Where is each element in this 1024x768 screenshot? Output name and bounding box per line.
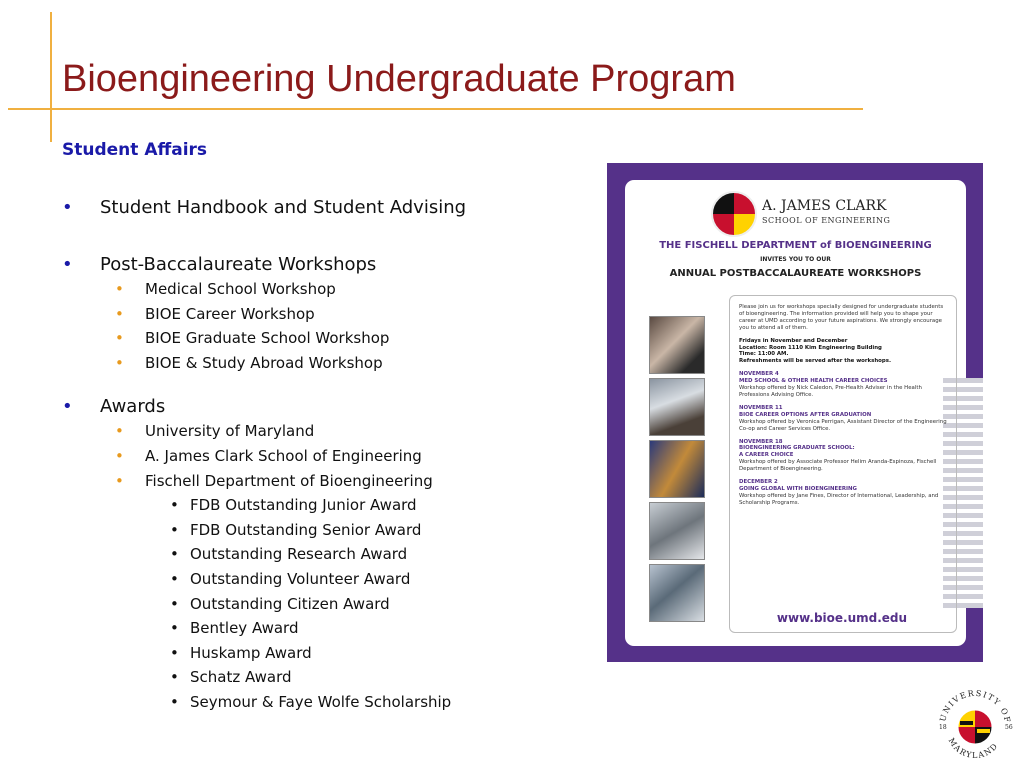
poster-when: Fridays in November and December <box>739 337 848 344</box>
event-description: Workshop offered by Jane Fines, Director of International, Leadership, and Scholarship Programs. <box>739 492 939 506</box>
list-subitem-text: BIOE & Study Abroad Workshop <box>145 353 383 372</box>
list-subsubitem-text: Outstanding Research Award <box>190 545 408 564</box>
list-subitem <box>60 419 600 444</box>
bullet-icon: • <box>170 496 179 515</box>
umd-logo-icon <box>711 191 757 237</box>
bullet-icon: • <box>115 280 124 298</box>
bullet-icon: • <box>115 471 124 490</box>
list-subitem <box>60 444 600 469</box>
bullet-icon: • <box>115 353 124 372</box>
bullet-icon: • <box>62 197 73 218</box>
poster-url: www.bioe.umd.edu <box>776 611 908 625</box>
list-item-text: Student Handbook and Student Advising <box>100 197 467 218</box>
slide-title: Bioengineering Undergraduate Program <box>62 58 736 100</box>
list-subsubitem-text: Schatz Award <box>190 668 292 687</box>
event-title: BIOENGINEERING GRADUATE SCHOOL: <box>739 445 855 452</box>
list-subitem-text: A. James Clark School of Engineering <box>145 446 422 465</box>
list-subitem-text: University of Maryland <box>145 422 315 441</box>
event-description: Workshop offered by Veronica Perrigan, Assistant Director of the Engineering Co-op and Career Services Office. <box>739 418 947 432</box>
list-item-text: Awards <box>100 396 166 418</box>
list-subsubitem-text: Outstanding Volunteer Award <box>190 569 411 588</box>
bullet-icon: • <box>170 692 179 711</box>
event-title: GOING GLOBAL WITH BIOENGINEERING <box>739 485 857 492</box>
list-subsubitem-text: FDB Outstanding Senior Award <box>190 520 422 539</box>
poster-details <box>739 304 949 513</box>
list-subitem <box>60 469 600 494</box>
event-date: NOVEMBER 4 <box>739 371 779 378</box>
list-item <box>60 395 600 419</box>
bullet-icon: • <box>170 545 179 564</box>
bullet-icon: • <box>115 422 124 441</box>
seal-top-text: UNIVERSITY OF <box>938 688 1013 725</box>
bullet-list <box>60 196 600 715</box>
workshop-poster <box>607 163 983 662</box>
poster-panel <box>625 180 966 646</box>
list-subsubitem-text: Outstanding Citizen Award <box>190 594 390 613</box>
poster-department: THE FISCHELL DEPARTMENT of BIOENGINEERING <box>659 240 932 251</box>
bullet-icon: • <box>115 304 124 323</box>
bullet-icon: • <box>170 643 179 662</box>
list-subitem-text: BIOE Career Workshop <box>145 304 315 323</box>
list-subitem-text: BIOE Graduate School Workshop <box>145 329 390 348</box>
event-title: MED SCHOOL & OTHER HEALTH CAREER CHOICES <box>739 378 888 385</box>
event-date: NOVEMBER 18 <box>739 438 783 445</box>
list-subitem-text: Medical School Workshop <box>145 280 336 298</box>
list-subsubitem-text: Bentley Award <box>190 619 299 638</box>
poster-intro: Please join us for workshops specially designed for undergraduate students of bioengineering. The information provided will help you to shape your career at UMD according to your future aspirations. We strongly encourage you to attend all of them. <box>739 304 944 331</box>
poster-time: Time: 11:00 AM. <box>739 351 789 358</box>
list-item <box>60 196 600 220</box>
bullet-icon: • <box>170 569 179 588</box>
accent-vertical-line <box>50 12 52 142</box>
list-subitem-text: Fischell Department of Bioengineering <box>145 471 433 490</box>
list-subsubitem <box>60 542 600 567</box>
list-subsubitem-text: Huskamp Award <box>190 643 312 662</box>
list-subsubitem <box>60 641 600 666</box>
seal-bottom-text: MARYLAND <box>946 736 1001 761</box>
poster-photo <box>649 502 705 560</box>
poster-photo <box>649 564 705 622</box>
poster-location: Location: Room 1110 Kim Engineering Building <box>739 344 882 351</box>
bullet-icon: • <box>170 594 179 613</box>
list-item <box>60 253 600 277</box>
poster-clark-heading: A. JAMES CLARK <box>762 198 887 214</box>
event-title-continued: A CAREER CHOICE <box>739 452 794 459</box>
poster-photo <box>649 378 705 436</box>
list-subsubitem-text: Seymour & Faye Wolfe Scholarship <box>190 692 452 711</box>
list-subsubitem <box>60 616 600 641</box>
list-subitem <box>60 277 600 302</box>
list-subsubitem <box>60 518 600 543</box>
seal-year-right: 56 <box>1005 724 1013 731</box>
list-subitem <box>60 326 600 351</box>
bullet-icon: • <box>115 446 124 465</box>
accent-horizontal-line <box>8 108 863 110</box>
seal-year-left: 18 <box>939 724 947 731</box>
list-subitem <box>60 351 600 376</box>
list-subsubitem <box>60 665 600 690</box>
event-description: Workshop offered by Associate Professor Helim Aranda-Espinoza, Fischell Department of Bioengineering. <box>739 459 937 473</box>
poster-photo <box>649 440 705 498</box>
bullet-icon: • <box>115 329 124 348</box>
university-seal-icon <box>935 686 1015 764</box>
poster-school-heading: SCHOOL OF ENGINEERING <box>762 216 891 225</box>
list-subsubitem <box>60 493 600 518</box>
bullet-icon: • <box>62 254 73 275</box>
poster-invites: INVITES YOU TO OUR <box>760 256 831 263</box>
list-subsubitem <box>60 690 600 715</box>
poster-refreshments: Refreshments will be served after the workshops. <box>739 358 891 365</box>
list-subsubitem-text: FDB Outstanding Junior Award <box>190 496 417 515</box>
poster-annual: ANNUAL POSTBACCALAUREATE WORKSHOPS <box>669 268 922 279</box>
event-title: BIOE CAREER OPTIONS AFTER GRADUATION <box>739 411 872 418</box>
list-subsubitem <box>60 567 600 592</box>
poster-photo <box>649 316 705 374</box>
event-date: NOVEMBER 11 <box>739 404 783 411</box>
event-date: DECEMBER 2 <box>739 479 778 486</box>
bullet-icon: • <box>170 668 179 687</box>
list-subsubitem <box>60 592 600 617</box>
bullet-icon: • <box>62 396 73 418</box>
event-description: Workshop offered by Nick Caledon, Pre-Health Adviser in the Health Professions Advising Office. <box>739 385 922 398</box>
list-subitem <box>60 302 600 327</box>
list-item-text: Post-Baccalaureate Workshops <box>100 254 377 275</box>
bullet-icon: • <box>170 619 179 638</box>
bullet-icon: • <box>170 520 179 539</box>
slide-subtitle: Student Affairs <box>62 140 208 160</box>
